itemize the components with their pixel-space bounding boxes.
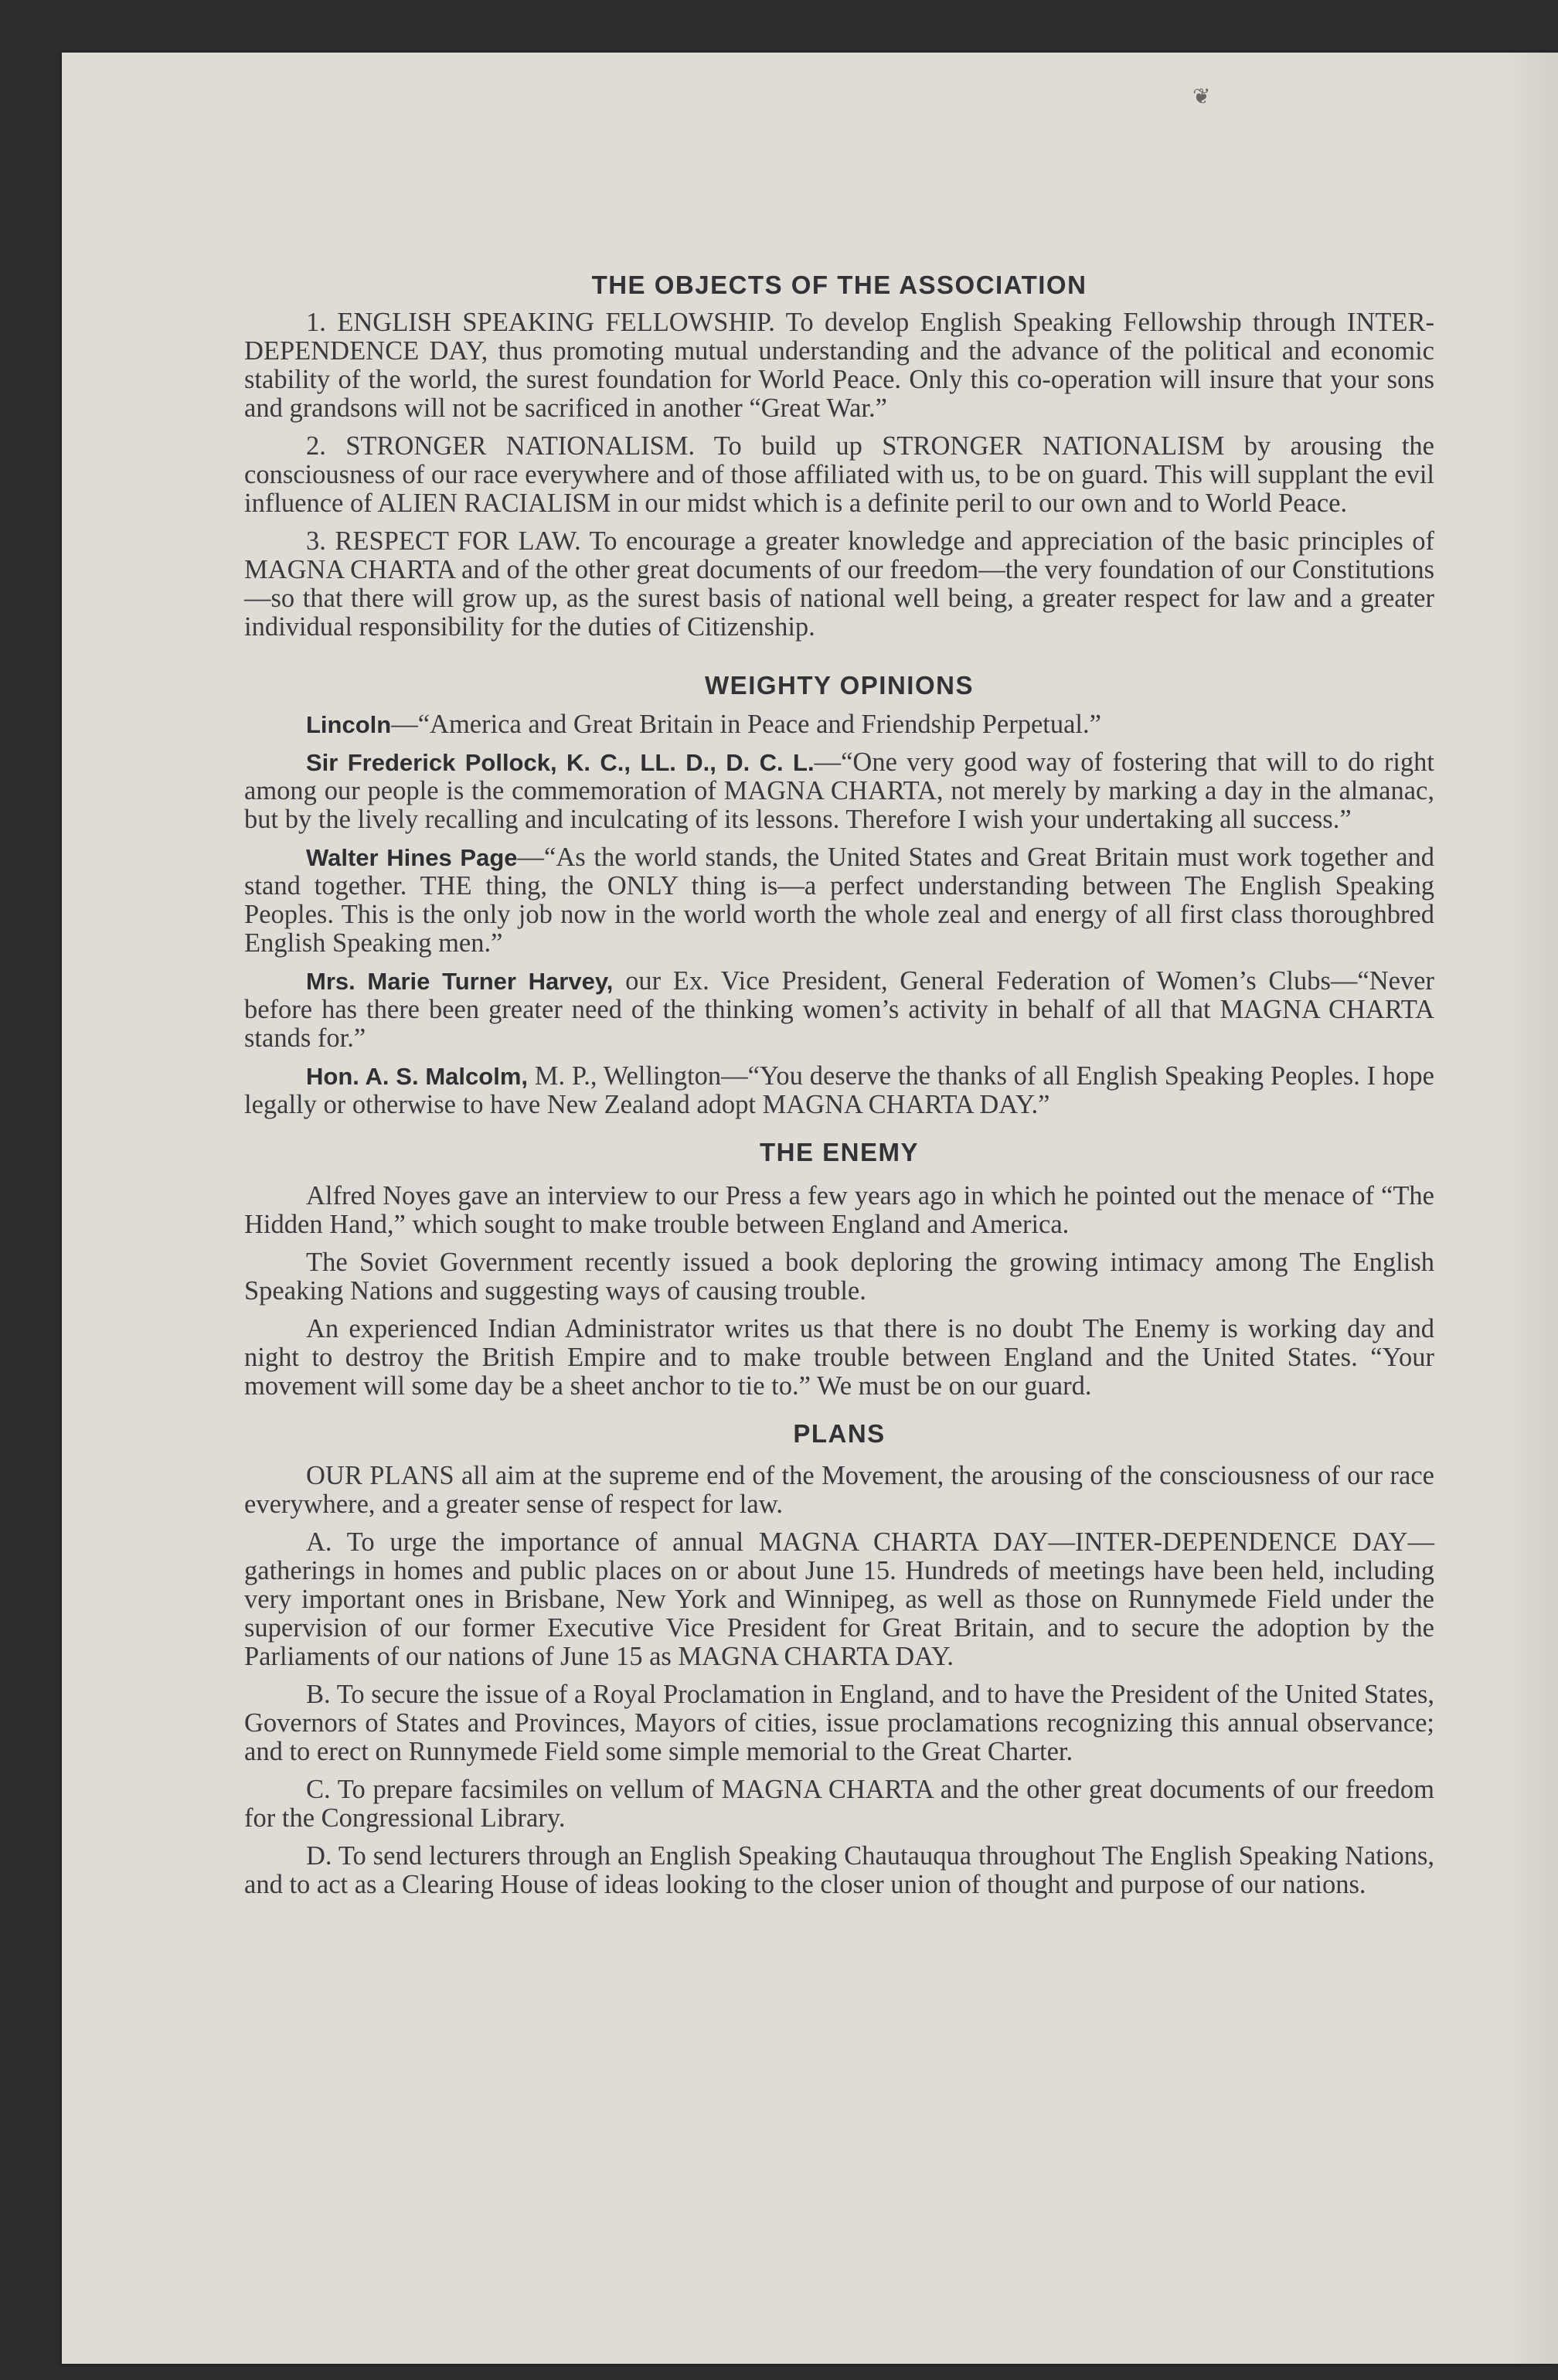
plans-paragraph: D. To send lecturers through an English Speaking Chautauqua throughout The English Speaking Nations, and to act as a Clearing House of ideas looking to the closer union of thought and purpose of our nations. xyxy=(244,1841,1434,1899)
page-mark: ❦ xyxy=(1192,85,1211,109)
opinion-item xyxy=(244,967,1434,1053)
plans-heading: PLANS xyxy=(793,1419,886,1448)
enemy-paragraph: The Soviet Government recently issued a book deploring the growing intimacy among The English Speaking Nations and suggesting ways of causing trouble. xyxy=(244,1248,1434,1306)
opinion-speaker: Walter Hines Page xyxy=(306,844,518,871)
opinion-item xyxy=(244,843,1434,958)
opinion-speaker: Mrs. Marie Turner Harvey, xyxy=(306,968,614,995)
opinion-quote: —“As the world stands, the United States and Great Britain must work together and stand together. THE thing, the ONLY thing is—a perfect understanding between The English Speaking Peoples. This is the only job now in the world worth the whole zeal and energy of all first class thoroughbred English Speaking men.” xyxy=(244,843,1435,958)
enemy-paragraph: Alfred Noyes gave an interview to our Press a few years ago in which he pointed out the menace of “The Hidden Hand,” which sought to make trouble between England and America. xyxy=(244,1181,1434,1239)
plans-paragraph: OUR PLANS all aim at the supreme end of the Movement, the arousing of the consciousness of our race everywhere, and a greater sense of respect for law. xyxy=(244,1461,1434,1519)
plans-paragraph: A. To urge the importance of annual MAGNA CHARTA DAY—INTER-DEPENDENCE DAY—gatherings in homes and public places on or about June 15. Hundreds of meetings have been held, including very important ones in Brisbane, New York and Winnipeg, as well as those on Runnymede Field under the supervision of our former Executive Vice President for Great Britain, and to secure the adoption by the Parliaments of our nations of June 15 as MAGNA CHARTA DAY. xyxy=(244,1527,1434,1671)
opinions-heading: WEIGHTY OPINIONS xyxy=(705,671,974,700)
objects-heading: THE OBJECTS OF THE ASSOCIATION xyxy=(591,271,1087,299)
opinion-speaker: Hon. A. S. Malcolm, xyxy=(306,1063,529,1090)
opinion-quote: our Ex. Vice President, General Federation of Women’s Clubs—“Never before has there been greater need of the thinking women’s activity in behalf of all that MAGNA CHARTA stands for.” xyxy=(244,966,1434,1053)
opinion-quote: M. P., Wellington—“You deserve the thanks of all English Speaking Peoples. I hope legally or otherwise to have New Zealand adopt MAGNA CHARTA DAY.” xyxy=(244,1061,1434,1119)
object-item: 2. STRONGER NATIONALISM. To build up STRONGER NATIONALISM by arousing the consciousness of our race everywhere and of those affiliated with us, to be on guard. This will supplant the evil influence of ALIEN RACIALISM in our midst which is a definite peril to our own and to World Peace. xyxy=(244,431,1434,518)
object-item: 1. ENGLISH SPEAKING FELLOWSHIP. To develop English Speaking Fellowship through INTER-DEPENDENCE DAY, thus promoting mutual understanding and the advance of the political and economic stability of the world, the surest foundation for World Peace. Only this co-operation will insure that your sons and grandsons will not be sacrificed in another “Great War.” xyxy=(244,308,1434,423)
plans-paragraph: C. To prepare facsimiles on vellum of MAGNA CHARTA and the other great documents of our freedom for the Congressional Library. xyxy=(244,1775,1434,1833)
opinion-item xyxy=(244,1062,1434,1119)
page-content xyxy=(244,207,1434,1908)
opinion-speaker: Lincoln xyxy=(306,711,392,738)
opinion-quote: —“One very good way of fostering that will to do right among our people is the commemoration of MAGNA CHARTA, not merely by marking a day in the almanac, but by the lively recalling and inculcating of its lessons. Therefore I wish your undertaking all success.” xyxy=(244,747,1435,834)
object-item: 3. RESPECT FOR LAW. To encourage a greater knowledge and appreciation of the basic principles of MAGNA CHARTA and of the other great documents of our freedom—the very foundation of our Constitutions—so that there will grow up, as the surest basis of national well being, a greater respect for law and a greater individual responsibility for the duties of Citizenship. xyxy=(244,526,1434,642)
opinion-speaker: Sir Frederick Pollock, K. C., LL. D., D. C. L. xyxy=(306,749,815,776)
document-page xyxy=(62,53,1558,2364)
plans-paragraph: B. To secure the issue of a Royal Proclamation in England, and to have the President of the United States, Governors of States and Provinces, Mayors of cities, issue proclamations recognizing this annual observance; and to erect on Runnymede Field some simple memorial to the Great Charter. xyxy=(244,1680,1434,1766)
enemy-heading: THE ENEMY xyxy=(759,1138,920,1166)
opinion-quote: —“America and Great Britain in Peace and Friendship Perpetual.” xyxy=(391,710,1101,739)
enemy-paragraph: An experienced Indian Administrator writes us that there is no doubt The Enemy is working day and night to destroy the British Empire and to make trouble between England and the United States. “Your movement will some day be a sheet anchor to tie to.” We must be on our guard. xyxy=(244,1314,1434,1401)
opinion-item xyxy=(244,748,1434,834)
opinion-item xyxy=(244,710,1434,739)
